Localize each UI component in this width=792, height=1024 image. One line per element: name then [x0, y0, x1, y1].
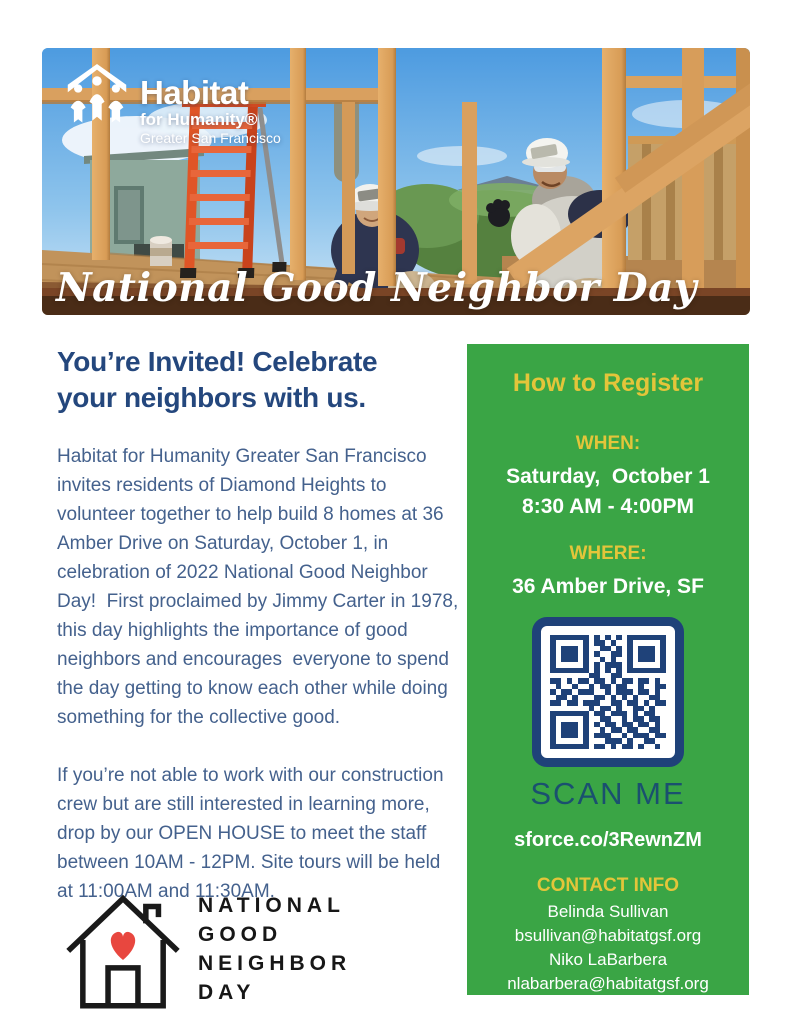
habitat-logo — [64, 64, 281, 145]
contact-email-1: bsullivan@habitatgsf.org — [514, 926, 702, 945]
when-date: Saturday, October 1 — [506, 465, 710, 488]
register-panel — [467, 344, 749, 1017]
contact-name-2: Niko LaBarbera — [548, 950, 668, 969]
ngnd-line2: GOOD — [198, 923, 283, 946]
scan-me-label: SCAN ME — [530, 776, 686, 811]
habitat-org-name: Habitat — [140, 74, 249, 111]
qr-code-frame[interactable] — [532, 617, 684, 767]
ngnd-logo — [60, 886, 351, 1012]
contact-email-2: nlabarbera@habitatgsf.org — [507, 974, 709, 993]
contact-name-1: Belinda Sullivan — [547, 902, 669, 921]
invite-paragraph-1: Habitat for Humanity Greater San Francisco invites residents of Diamond Heights to volunteer together to help build 8 homes at 36 Amber Drive on Saturday, October 1, in celebration of 2022 National Good Neighbor Day! First proclaimed by Jimmy Carter in 1978, this day highlights the importance of good neighbors and encourages everyone to spend the day getting to know each other while doing something for the collective good. — [57, 445, 464, 728]
where-value: 36 Amber Drive, SF — [512, 575, 704, 598]
when-time: 8:30 AM - 4:00PM — [522, 495, 694, 518]
habitat-org-sub: for Humanity® — [140, 110, 258, 129]
contact-phone: Phone: 415.625.1012 — [526, 998, 690, 1017]
banner-title: National Good Neighbor Day — [56, 265, 698, 311]
ngnd-line3: NEIGHBOR — [198, 952, 352, 975]
invite-paragraph-2: If you’re not able to work with our construction crew but are still interested in learning more, drop by our OPEN HOUSE to meet the staff between 10AM - 12PM. Site tours will be held at 11:00AM and 11:30AM. — [57, 764, 449, 902]
habitat-house-people-icon — [64, 64, 130, 130]
invite-heading-line1: You’re Invited! Celebrate — [57, 346, 378, 377]
register-title: How to Register — [512, 369, 704, 397]
banner-photo — [42, 48, 750, 315]
invite-heading — [57, 344, 459, 416]
when-label: WHEN: — [575, 433, 641, 454]
contact-info-label: CONTACT INFO — [536, 875, 680, 896]
ngnd-wordmark — [198, 891, 351, 1007]
ngnd-line4: DAY — [198, 981, 256, 1004]
heart-icon — [111, 932, 135, 960]
invite-section — [57, 344, 464, 906]
habitat-org-region: Greater San Francisco — [140, 130, 281, 146]
register-link[interactable]: sforce.co/3RewnZM — [514, 829, 702, 851]
qr-code[interactable] — [550, 635, 666, 749]
where-label: WHERE: — [569, 543, 647, 564]
ngnd-line1: NATIONAL — [198, 894, 345, 917]
house-heart-icon — [60, 886, 186, 1012]
invite-heading-line2: your neighbors with us. — [57, 381, 366, 413]
